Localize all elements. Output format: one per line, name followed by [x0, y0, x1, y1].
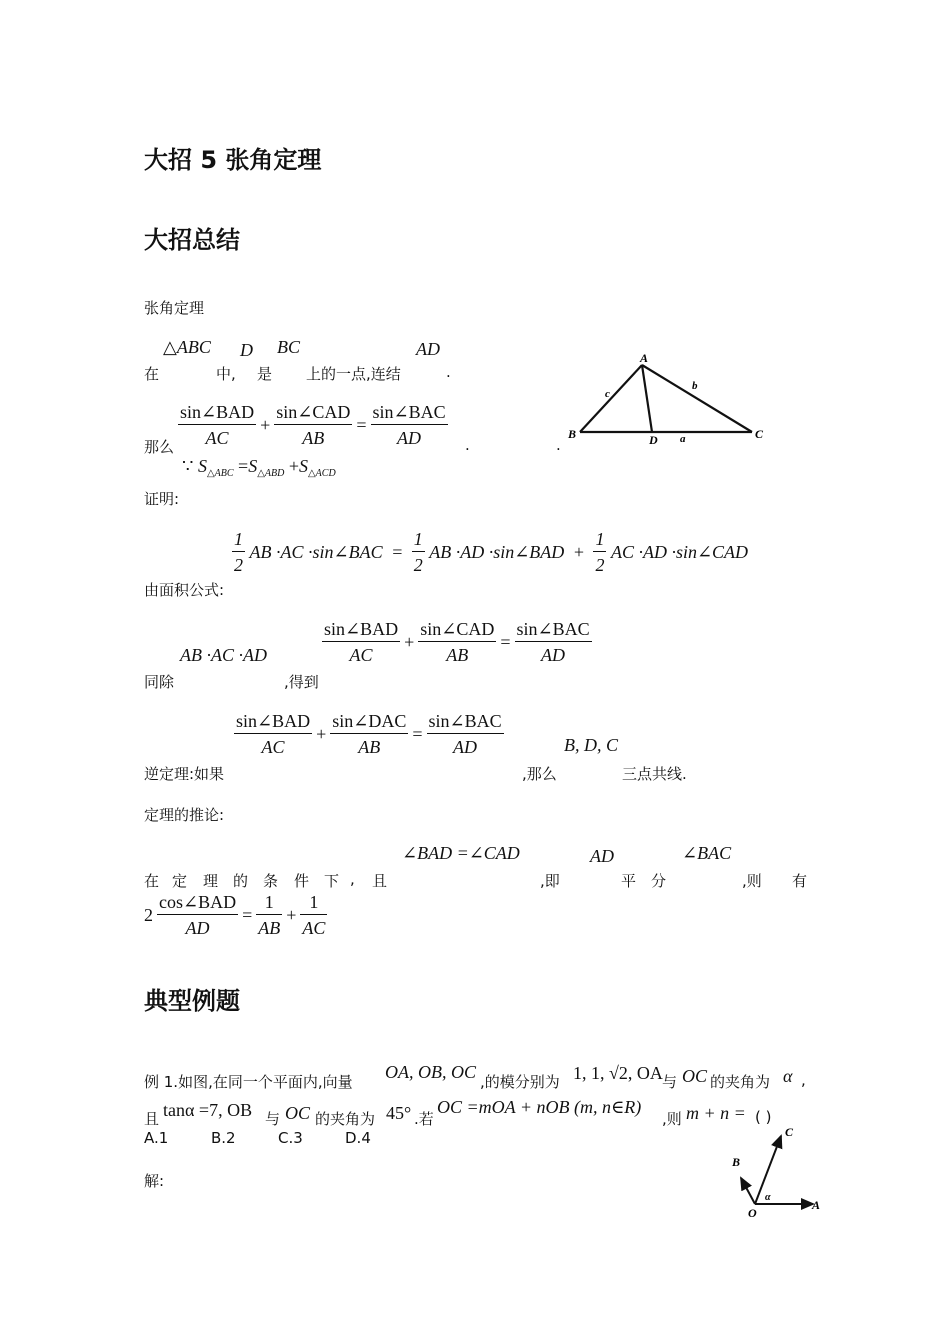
text-in: 在	[144, 365, 160, 383]
frac-den: AB	[358, 737, 381, 757]
op-eq: =	[412, 724, 423, 744]
frac-den: AC	[349, 645, 373, 665]
example1-text: 的夹角为	[710, 1073, 771, 1091]
because-symbol: ∵	[182, 456, 194, 476]
text-comma: ,	[801, 1071, 806, 1089]
char: 在	[144, 872, 160, 890]
side-ac	[642, 365, 752, 432]
frac-num: 1	[412, 527, 425, 552]
math-ad: AD	[590, 846, 614, 866]
text-dot: .	[556, 436, 561, 454]
subscript: △ABD	[257, 468, 285, 479]
text-yu: 与	[662, 1073, 678, 1091]
text-zhong: 中,	[216, 365, 236, 383]
converse-formula	[234, 709, 504, 760]
area-symbol: S	[197, 456, 207, 476]
math-vectors: OA, OB, OC	[385, 1062, 476, 1082]
term: AB ·AC ·sin∠BAC	[249, 542, 383, 562]
text-on-point: 上的一点,连结	[306, 365, 401, 383]
frac-num: sin∠CAD	[418, 617, 496, 642]
option-a: A.1	[144, 1129, 169, 1147]
char: 条	[263, 872, 279, 890]
label-b: B	[732, 1155, 741, 1169]
because-line	[182, 456, 336, 479]
corollary-formula	[144, 890, 327, 941]
math-points: B, D, C	[564, 735, 618, 755]
frac-num: cos∠BAD	[157, 890, 238, 915]
term: AB ·AD ·sin∠BAD	[429, 542, 565, 562]
segment-ad	[642, 365, 652, 432]
text-ze: ,则	[742, 872, 762, 890]
label-b: B	[568, 427, 577, 441]
char: ,	[350, 870, 355, 888]
label-side-b: b	[692, 380, 698, 392]
char: 且	[372, 872, 388, 890]
op-eq: =	[500, 632, 511, 652]
frac-den: AD	[185, 918, 210, 938]
math-oc: OC	[285, 1103, 311, 1123]
text-get: ,得到	[284, 673, 319, 691]
area-label: 由面积公式:	[144, 581, 225, 599]
char: 定	[172, 872, 188, 890]
text-dot: .	[465, 436, 470, 454]
frac-num: sin∠BAC	[427, 709, 504, 734]
frac-den: AD	[397, 428, 422, 448]
frac-den: AC	[261, 737, 285, 757]
math-degree: 45°	[386, 1103, 412, 1123]
math-tan: tanα =7, OB	[163, 1100, 253, 1120]
frac-num: 1	[256, 890, 282, 915]
frac-num: sin∠BAC	[515, 617, 592, 642]
math-oc: OC	[682, 1066, 708, 1086]
frac-den: AD	[453, 737, 478, 757]
solution-label: 解:	[144, 1172, 165, 1190]
op-plus: +	[288, 456, 299, 476]
op-plus: +	[572, 542, 585, 562]
side-ab	[580, 365, 642, 432]
example1-text: 例 1.如图,在同一个平面内,向量	[144, 1073, 353, 1091]
coef-two: 2	[144, 905, 153, 925]
op-eq: =	[238, 456, 249, 476]
section-heading-examples: 典型例题	[144, 987, 240, 1015]
text-you: 有	[792, 872, 808, 890]
frac-num: 1	[300, 890, 327, 915]
text-ruo: .若	[414, 1110, 434, 1128]
op-eq: =	[391, 542, 404, 562]
op-eq: =	[356, 415, 367, 435]
frac-den: 2	[234, 555, 243, 575]
divisor: AB ·AC ·AD	[180, 645, 267, 665]
subscript: △ACD	[307, 468, 336, 479]
op-plus: +	[260, 415, 271, 435]
label-c: C	[755, 427, 764, 441]
example1-text: 的夹角为	[315, 1110, 376, 1128]
char: 下	[324, 872, 340, 890]
label-a: A	[812, 1198, 821, 1212]
text-same-divide: 同除	[144, 673, 175, 691]
option-d: D.4	[345, 1129, 371, 1147]
text-then: ,那么	[522, 765, 557, 783]
math-bac: ∠BAC	[682, 843, 732, 863]
op-plus: +	[316, 724, 327, 744]
converse-label: 逆定理:如果	[144, 765, 225, 783]
label-d: D	[649, 433, 658, 447]
op-eq: =	[242, 905, 253, 925]
char: 件	[294, 872, 310, 890]
divide-formula	[322, 617, 592, 668]
option-b: B.2	[211, 1129, 236, 1147]
frac-num: sin∠DAC	[330, 709, 408, 734]
term: AC ·AD ·sin∠CAD	[610, 542, 749, 562]
area-symbol: S	[248, 456, 258, 476]
example1-text: ,的模分别为	[480, 1073, 560, 1091]
vector-ob	[741, 1178, 755, 1204]
op-plus: +	[404, 632, 415, 652]
frac-den: AC	[302, 918, 326, 938]
math-condition: ∠BAD =∠CAD	[402, 843, 520, 863]
frac-den: AD	[541, 645, 566, 665]
area-symbol: S	[298, 456, 308, 476]
frac-num: sin∠BAD	[234, 709, 312, 734]
frac-num: sin∠BAD	[322, 617, 400, 642]
math-moduli: 1, 1, √2, OA	[573, 1063, 663, 1083]
label-c: C	[785, 1125, 794, 1139]
frac-num: sin∠BAD	[178, 400, 256, 425]
label-side-c: c	[605, 388, 610, 400]
text-fen: 分	[651, 872, 667, 890]
frac-num: 1	[593, 527, 606, 552]
section-heading-summary: 大招总结	[144, 226, 240, 254]
math-equation: OC =mOA + nOB (m, n∈R)	[437, 1097, 642, 1117]
triangle-figure	[560, 345, 780, 450]
math-d: D	[240, 340, 253, 360]
proof-label: 证明:	[144, 490, 180, 508]
text-yu: 与	[265, 1110, 281, 1128]
math-mn: m + n =	[686, 1103, 746, 1123]
frac-den: 2	[413, 555, 423, 575]
option-c: C.3	[278, 1129, 303, 1147]
frac-num: sin∠BAC	[371, 400, 448, 425]
text-ping: 平	[621, 872, 637, 890]
math-ad: AD	[416, 339, 440, 359]
char: 理	[203, 872, 219, 890]
corollary-label: 定理的推论:	[144, 806, 225, 824]
frac-den: AB	[302, 428, 325, 448]
vector-figure	[725, 1120, 825, 1220]
page-title: 大招 5 张角定理	[144, 146, 322, 174]
theorem-formula	[178, 400, 448, 451]
text-ze: ,则	[662, 1110, 682, 1128]
frac-den: AB	[446, 645, 469, 665]
label-o: O	[748, 1206, 757, 1220]
char: 的	[233, 872, 249, 890]
label-side-a: a	[680, 433, 686, 445]
text-ji: ,即	[540, 872, 560, 890]
frac-den: AB	[258, 918, 281, 938]
text-dot: .	[446, 363, 451, 381]
label-a: A	[640, 351, 649, 365]
frac-num: sin∠CAD	[274, 400, 352, 425]
math-bc: BC	[277, 337, 301, 357]
op-plus: +	[286, 905, 297, 925]
frac-den: AC	[205, 428, 229, 448]
answer-paren: ( )	[755, 1108, 772, 1126]
frac-num: 1	[232, 527, 245, 552]
subscript: △ABC	[206, 468, 234, 479]
theorem-name: 张角定理	[144, 299, 205, 317]
label-alpha: α	[765, 1192, 771, 1203]
text-nameme: 那么	[144, 438, 175, 456]
math-alpha: α	[783, 1066, 793, 1086]
frac-den: 2	[595, 555, 605, 575]
text-shi: 是	[257, 365, 273, 383]
math-triangle-abc: △ABC	[163, 337, 211, 357]
text-qie: 且	[144, 1110, 160, 1128]
corollary-text	[144, 870, 159, 891]
text-collinear: 三点共线.	[622, 765, 687, 783]
area-equation	[232, 527, 748, 578]
